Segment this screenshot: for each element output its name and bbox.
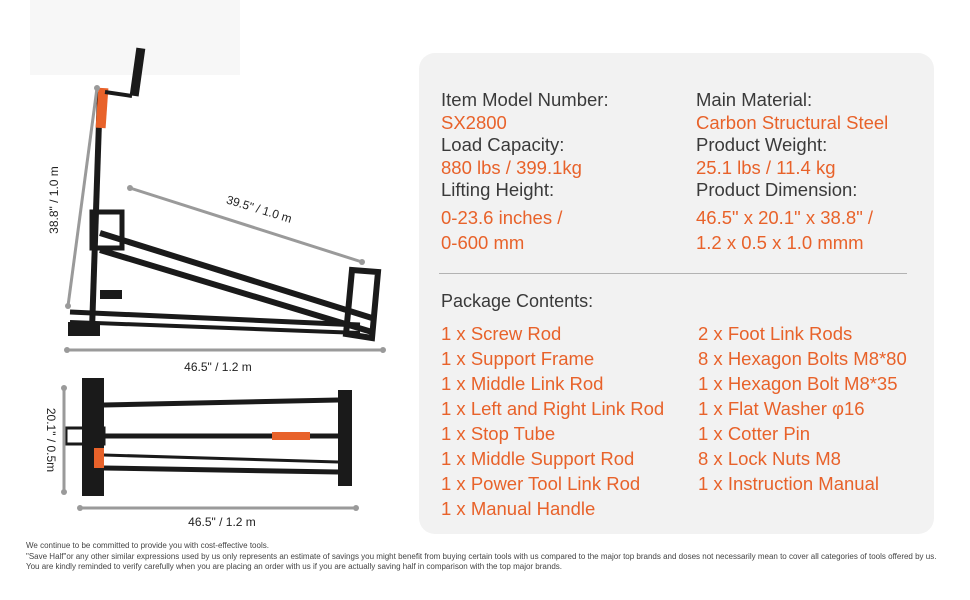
package-item: 8 x Lock Nuts M8 <box>698 448 841 469</box>
load-capacity-label: Load Capacity: <box>441 134 565 155</box>
disclaimer <box>26 541 956 573</box>
lifting-height-value-line2: 0-600 mm <box>441 231 525 253</box>
top-length-dimension <box>77 505 359 529</box>
package-item: 1 x Power Tool Link Rod <box>441 473 641 494</box>
package-item: 1 x Support Frame <box>441 348 595 369</box>
spec-column-left <box>441 89 609 255</box>
lifting-height-label: Lifting Height: <box>441 179 555 200</box>
package-list-right <box>698 321 907 496</box>
side-length-label: 46.5" / 1.2 m <box>184 360 252 374</box>
side-view-lift <box>68 48 378 338</box>
product-weight-value: 25.1 lbs / 11.4 kg <box>696 156 836 178</box>
package-item: 1 x Screw Rod <box>441 323 562 344</box>
spec-panel <box>419 53 934 534</box>
load-capacity-value: 880 lbs / 399.1kg <box>441 156 582 178</box>
package-list-left <box>441 321 664 521</box>
package-item: 2 x Foot Link Rods <box>698 323 853 344</box>
spec-column-right <box>696 89 888 255</box>
top-width-label: 20.1" / 0.5m <box>44 407 58 473</box>
lifting-height-value-line1: 0-23.6 inches / <box>441 206 563 228</box>
main-material-value: Carbon Structural Steel <box>696 111 889 133</box>
disclaimer-line: "Save Half"or any other similar expressions used by us only represents an estimate of savings you might benefit from buying certain tools with us compared to the major top brands and doses not necessarily mean to cover all categories of tools offered by us. <box>26 551 937 561</box>
main-material-label: Main Material: <box>696 89 813 110</box>
product-weight-label: Product Weight: <box>696 134 828 155</box>
package-contents-title: Package Contents: <box>441 291 594 311</box>
product-dimension-value-line2: 1.2 x 0.5 x 1.0 mmm <box>696 231 864 253</box>
side-length-dimension <box>64 347 386 374</box>
side-ramp-label: 39.5" / 1.0 m <box>224 192 294 226</box>
disclaimer-line: You are kindly reminded to verify carefully when you are placing an order with us if you are actually saving half in comparison with the top major brands. <box>26 562 562 571</box>
package-item: 1 x Stop Tube <box>441 423 556 444</box>
package-item: 1 x Middle Link Rod <box>441 373 604 394</box>
package-item: 1 x Middle Support Rod <box>441 448 635 469</box>
side-height-label: 38.8" / 1.0 m <box>47 166 61 234</box>
package-item: 1 x Hexagon Bolt M8*35 <box>698 373 898 394</box>
package-item: 1 x Instruction Manual <box>698 473 879 494</box>
model-number-label: Item Model Number: <box>441 89 609 110</box>
package-item: 1 x Manual Handle <box>441 498 596 519</box>
disclaimer-line: We continue to be committed to provide you with cost-effective tools. <box>26 541 269 550</box>
section-divider <box>439 273 907 274</box>
product-illustration <box>0 0 410 540</box>
product-dimension-value-line1: 46.5" x 20.1" x 38.8" / <box>696 206 874 228</box>
package-item: 1 x Cotter Pin <box>698 423 811 444</box>
top-view-lift <box>66 378 352 496</box>
package-item: 8 x Hexagon Bolts M8*80 <box>698 348 907 369</box>
top-width-dimension <box>44 385 67 495</box>
model-number-value: SX2800 <box>441 111 507 133</box>
top-length-label: 46.5" / 1.2 m <box>188 515 256 529</box>
package-item: 1 x Flat Washer φ16 <box>698 398 865 419</box>
product-dimension-label: Product Dimension: <box>696 179 858 200</box>
package-item: 1 x Left and Right Link Rod <box>441 398 665 419</box>
top-handle <box>272 432 310 440</box>
